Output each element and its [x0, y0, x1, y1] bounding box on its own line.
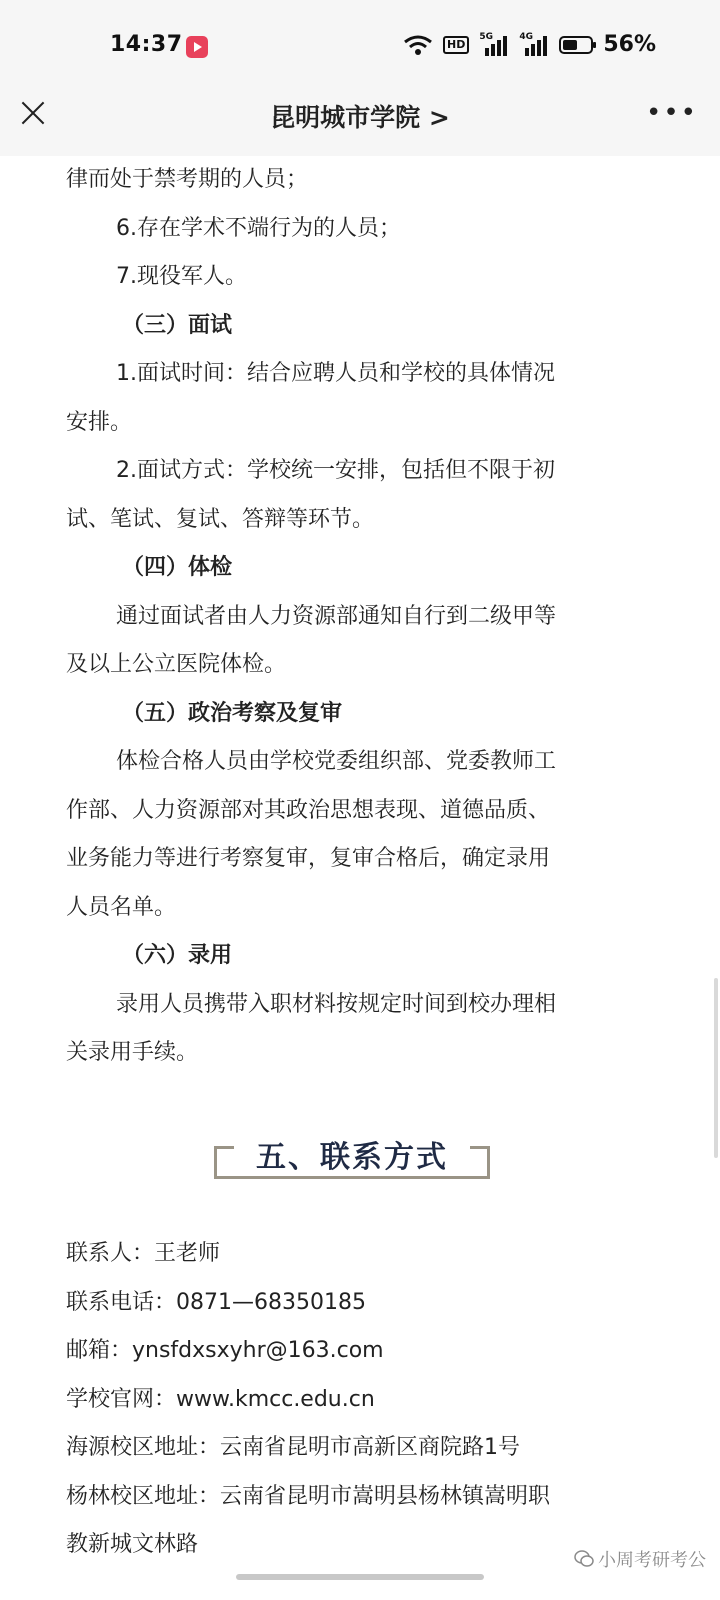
contact-person: 联系人：王老师	[66, 1241, 221, 1266]
watermark	[574, 1546, 706, 1572]
watermark-text: 小周考研考公	[598, 1550, 706, 1571]
article-line: 1.面试时间：结合应聘人员和学校的具体情况	[116, 361, 555, 386]
signal-5g-icon	[479, 31, 509, 56]
contact-address-yanglin-cont: 教新城文林路	[66, 1532, 199, 1557]
article-line: 2.面试方式：学校统一安排，包括但不限于初	[116, 458, 555, 483]
contact-address-haiyuan: 海源校区地址：云南省昆明市高新区商院路1号	[66, 1435, 520, 1460]
nav-bar	[0, 86, 720, 156]
article-line: 关录用手续。	[66, 1040, 199, 1065]
account-title-link[interactable]: 昆明城市学院 >	[270, 103, 450, 132]
article-line: 业务能力等进行考察复审，复审合格后，确定录用	[66, 846, 551, 871]
wifi-icon	[403, 34, 433, 56]
article-line: 安排。	[66, 409, 133, 435]
signal-4g-label: 4G	[519, 31, 533, 42]
signal-5g-label: 5G	[479, 31, 493, 42]
article-line: 及以上公立医院体检。	[66, 652, 287, 677]
battery-icon	[559, 36, 593, 54]
contact-email[interactable]: 邮箱：ynsfdxsxyhr@163.com	[66, 1338, 384, 1363]
subheading-review: （五）政治考察及复审	[122, 700, 343, 726]
article-line: 通过面试者由人力资源部通知自行到二级甲等	[116, 603, 557, 629]
home-gesture-bar[interactable]	[236, 1574, 484, 1580]
contact-website[interactable]: 学校官网：www.kmcc.edu.cn	[66, 1386, 375, 1412]
status-time: 14:37	[110, 32, 183, 57]
hd-voice-badge: HD	[443, 36, 469, 54]
subheading-medical: （四）体检	[122, 555, 233, 580]
subheading-hiring: （六）录用	[122, 943, 233, 968]
article-line: 试、笔试、复试、答辩等环节。	[66, 506, 375, 532]
article-line: 律而处于禁考期的人员；	[66, 167, 309, 192]
section-title-text: 五、联系方式	[256, 1140, 448, 1175]
article-line: 录用人员携带入职材料按规定时间到校办理相	[116, 991, 557, 1017]
section-underline	[214, 1176, 490, 1179]
article-body	[66, 156, 646, 1078]
article-line: 人员名单。	[66, 894, 177, 920]
article-line: 7.现役军人。	[116, 264, 247, 289]
contact-address-yanglin: 杨林校区地址：云南省昆明市嵩明县杨林镇嵩明职	[66, 1483, 551, 1509]
more-icon[interactable]: •••	[645, 98, 698, 128]
status-indicators	[403, 32, 656, 57]
battery-percent: 56%	[603, 32, 656, 57]
contact-phone[interactable]: 联系电话：0871—68350185	[66, 1289, 366, 1315]
article-line: 体检合格人员由学校党委组织部、党委教师工	[116, 749, 557, 774]
article-line: 6.存在学术不端行为的人员；	[116, 215, 401, 241]
wechat-icon	[574, 1549, 594, 1569]
subheading-interview: （三）面试	[122, 312, 233, 338]
signal-4g-icon	[519, 31, 549, 56]
status-bar	[0, 0, 720, 96]
video-app-icon	[186, 36, 208, 58]
article-line: 作部、人力资源部对其政治思想表现、道德品质、	[66, 797, 551, 823]
scrollbar-thumb[interactable]	[714, 978, 718, 1158]
section-title-contact	[214, 1132, 490, 1182]
contact-info	[66, 1230, 656, 1570]
